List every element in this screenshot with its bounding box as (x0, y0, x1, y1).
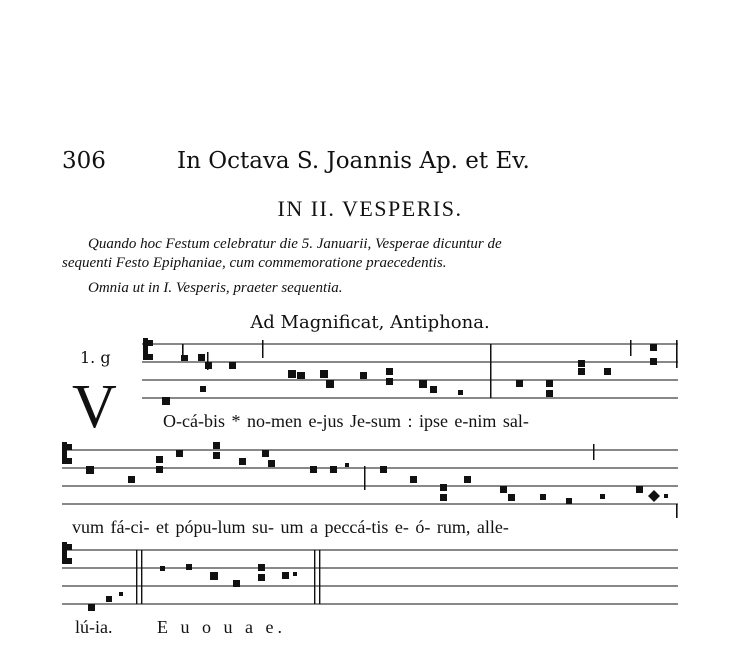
staff-2-marks (62, 442, 678, 518)
lyrics-line-3: lú-ia. (75, 617, 113, 637)
running-title: In Octava S. Joannis Ap. et Ev. (177, 148, 530, 174)
divisio-minima (262, 340, 264, 358)
staff-3 (62, 550, 678, 604)
office-title: IN II. VESPERIS. (277, 196, 463, 221)
page-number: 306 (62, 148, 106, 174)
euouae-text: E u o u a e. (157, 617, 286, 637)
double-bar-right (314, 550, 315, 604)
staff-1 (142, 344, 678, 398)
staff-1-marks (143, 338, 678, 405)
divisio-major (490, 344, 492, 398)
staff-2 (62, 450, 678, 504)
rubric-line-1: Quando hoc Festum celebratur die 5. Januarii, Vesperae dicuntur de (88, 236, 502, 252)
lyrics-line-2: vum fá-ci- et pópu-lum su- um a peccá-tis e- ó- rum, alle- (72, 517, 509, 537)
antiphon-heading: Ad Magnificat, Antiphona. (250, 312, 490, 333)
double-bar-left (136, 550, 137, 604)
rubric-line-3: Omnia ut in I. Vesperis, praeter sequentia. (88, 280, 343, 296)
mode-label: 1. g (80, 348, 111, 367)
staff-3-marks (62, 542, 320, 611)
initial-letter: V (72, 373, 117, 441)
lyrics-line-1: O-cá-bis * no-men e-jus Je-sum : ipse e-nim sal- (163, 411, 529, 431)
rubric-line-2: sequenti Festo Epiphaniae, cum commemoratione praecedentis. (62, 255, 447, 271)
